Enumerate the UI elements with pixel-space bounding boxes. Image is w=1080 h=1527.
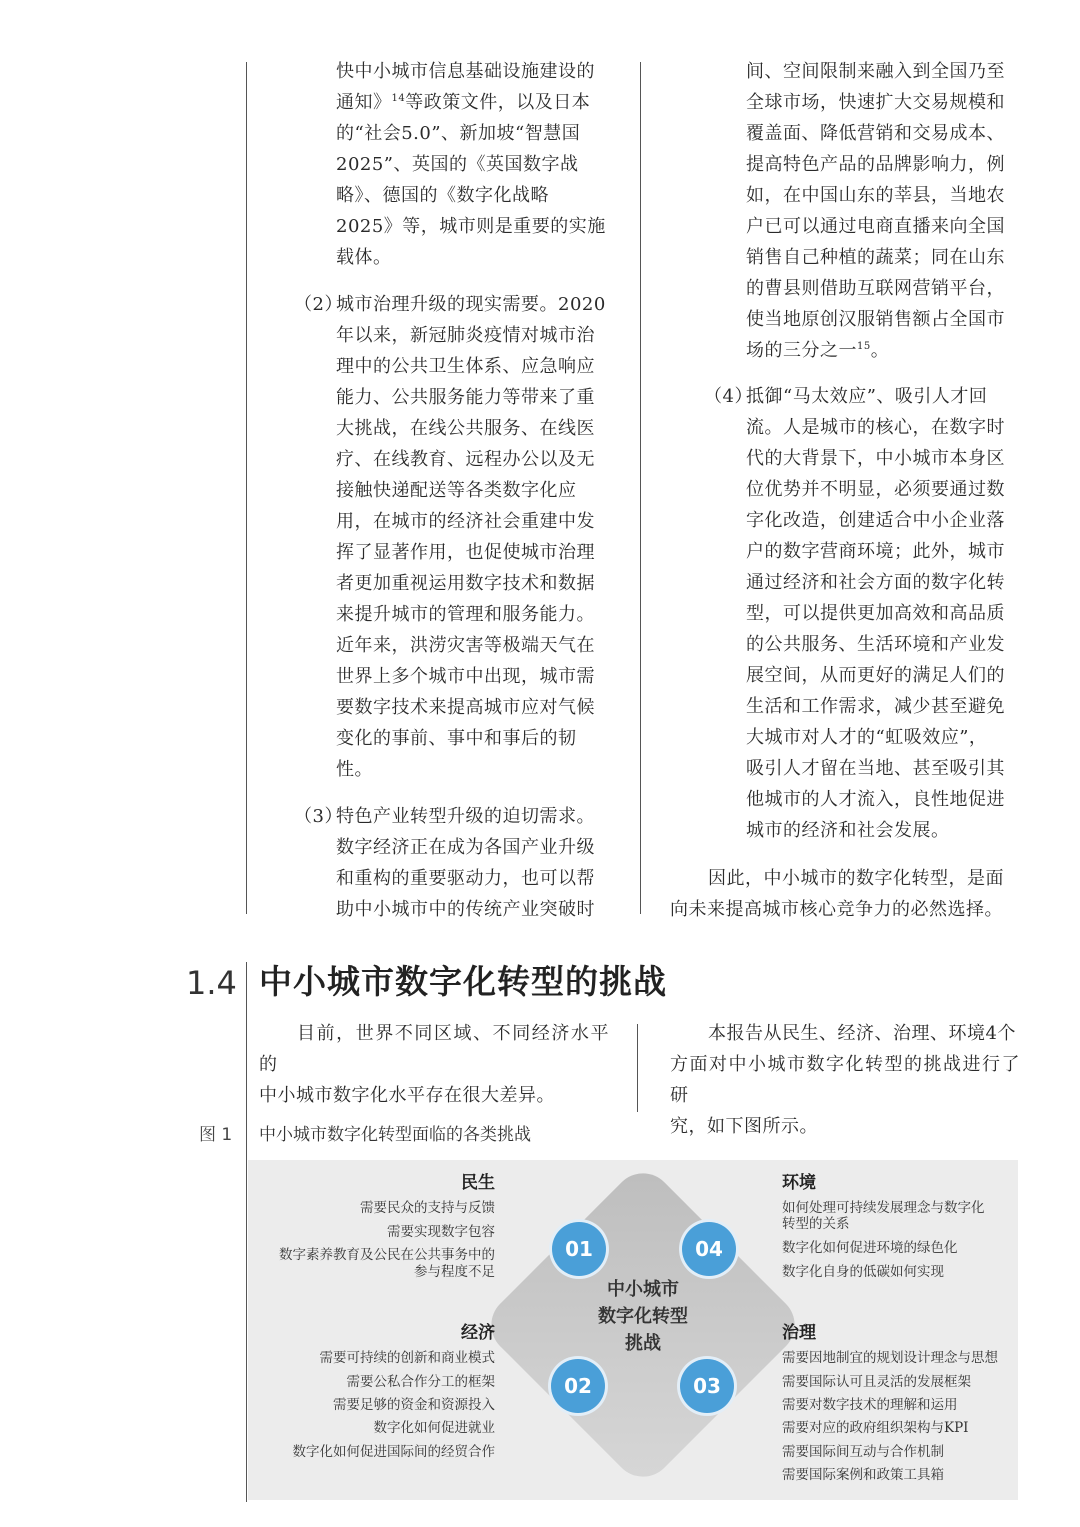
item-3-number: （3） (294, 806, 343, 827)
minsheng-item: 参与程度不足 (414, 1264, 495, 1280)
jingji-item: 数字化如何促进就业 (373, 1420, 495, 1436)
jingji-item: 需要足够的资金和资源投入 (333, 1397, 495, 1413)
col1-item3: 特色产业转型升级的迫切需求。 数字经济正在成为各国产业升级 和重构的重要驱动力，也可以帮 助中小城市中的传统产业突破时 (336, 806, 595, 920)
circle-04: 04 (682, 1222, 736, 1276)
huanjing-title: 环境 (782, 1173, 816, 1193)
section-right-text: 本报告从民生、经济、治理、环境4个 方面对中小城市数字化转型的挑战进行了研 究，如下图所示。 (670, 1023, 1020, 1137)
huanjing-item: 如何处理可持续发展理念与数字化 (782, 1200, 985, 1216)
minsheng-item: 需要实现数字包容 (387, 1224, 495, 1240)
figure-title: 中小城市数字化转型面临的各类挑战 (259, 1125, 531, 1145)
circle-02: 02 (551, 1359, 605, 1413)
minsheng-title: 民生 (461, 1173, 495, 1193)
jingji-title: 经济 (461, 1323, 495, 1343)
col2-rule (640, 62, 641, 914)
section-title: 中小城市数字化转型的挑战 (259, 962, 667, 1001)
minsheng-item: 需要民众的支持与反馈 (360, 1200, 495, 1216)
section-rule (246, 962, 247, 1502)
jingji-item: 需要可持续的创新和商业模式 (319, 1350, 495, 1366)
item-4-number: （4） (704, 386, 753, 407)
center-label: 中小城市 数字化转型 挑战 (598, 1279, 688, 1354)
section-left-text: 目前，世界不同区域、不同经济水平的 中小城市数字化水平存在很大差异。 (259, 1023, 609, 1106)
huanjing-item: 数字化如何促进环境的绿色化 (782, 1240, 958, 1256)
zhili-title: 治理 (782, 1323, 816, 1343)
jingji-item: 数字化如何促进国际间的经贸合作 (292, 1444, 495, 1460)
huanjing-item: 转型的关系 (782, 1216, 850, 1232)
col1-rule (246, 62, 247, 914)
col2-para1: 间、空间限制来融入到全国乃至 全球市场，快速扩大交易规模和 覆盖面、降低营销和交易成本、 提高特色产品的品牌影响力，例 如，在中国山东的莘县，当地农 户已可以通过电商直播来向全国 销售自己种植的蔬菜；同在山东 的曹县则借助互联网营销平台， 使当地原创汉服销售额占全国市 场的三分之一$^{15}$。 (746, 61, 1005, 361)
huanjing-item: 数字化自身的低碳如何实现 (782, 1264, 944, 1280)
zhili-item: 需要对数字技术的理解和运用 (782, 1397, 958, 1413)
jingji-item: 需要公私合作分工的框架 (346, 1374, 495, 1390)
zhili-item: 需要因地制宜的规划设计理念与思想 (782, 1350, 998, 1366)
section-mid-rule (637, 1024, 638, 1112)
zhili-item: 需要国际案例和政策工具箱 (782, 1467, 944, 1483)
col2-conclusion: 因此，中小城市的数字化转型，是面 向未来提高城市核心竞争力的必然选择。 (670, 868, 1004, 920)
item-2-number: （2） (294, 294, 343, 315)
col1-para1: 快中小城市信息基础设施建设的 通知》$^{14}$等政策文件，以及日本 的“社会5.0”、新加坡“智慧国 2025”、英国的《英国数字战 略》、德国的《数字化战略 2025》等，城市则是重要的实施 载体。 (336, 61, 606, 268)
col1-item2: 城市治理升级的现实需要。2020 年以来，新冠肺炎疫情对城市治 理中的公共卫生体系、应急响应 能力、公共服务能力等带来了重 大挑战，在线公共服务、在线医 疗、在线教育、远程办公以及无 接触快递配送等各类数字化应 用，在城市的经济社会重建中发 挥了显著作用，也促使城市治理 者更加重视运用数字技术和数据 来提升城市的管理和服务能力。 近年来，洪涝灾害等极端天气在 世界上多个城市中出现，城市需 要数字技术来提高城市应对气候 变化的事前、事中和事后的韧 性。 (336, 294, 606, 780)
circle-03: 03 (680, 1359, 734, 1413)
col2-item4: 抵御“马太效应”、吸引人才回 流。人是城市的核心，在数字时 代的大背景下，中小城市本身区 位优势并不明显，必须要通过数 字化改造，创建适合中小企业落 户的数字营商环境；此外，城市 通过经济和社会方面的数字化转 型，可以提供更加高效和高品质 的公共服务、生活环境和产业发 展空间，从而更好的满足人们的 生活和工作需求，减少甚至避免 大城市对人才的“虹吸效应”， 吸引人才留在当地、甚至吸引其 他城市的人才流入，良性地促进 城市的经济和社会发展。 (746, 386, 1005, 841)
figure-label: 图 1 (199, 1125, 233, 1145)
section-number: 1.4 (186, 964, 237, 1002)
zhili-item: 需要对应的政府组织架构与KPI (782, 1420, 969, 1436)
minsheng-item: 数字素养教育及公民在公共事务中的 (279, 1247, 495, 1263)
zhili-item: 需要国际认可且灵活的发展框架 (782, 1374, 971, 1390)
circle-01: 01 (552, 1222, 606, 1276)
zhili-item: 需要国际间互动与合作机制 (782, 1444, 944, 1460)
